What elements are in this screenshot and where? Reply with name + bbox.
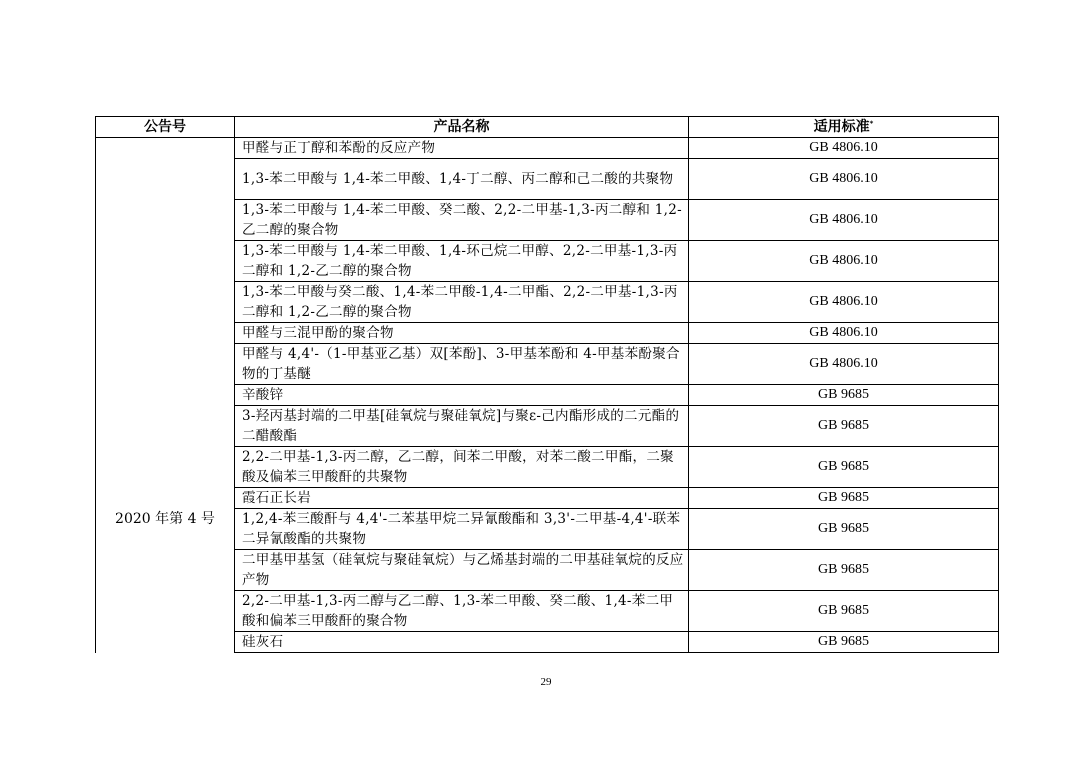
header-notice-no: 公告号 (96, 117, 235, 138)
product-name-cell: 1,2,4-苯三酸酐与 4,4'-二苯基甲烷二异氰酸酯和 3,3'-二甲基-4,4'-联苯二异氰酸酯的共聚物 (235, 509, 689, 550)
product-name-cell: 硅灰石 (235, 632, 689, 653)
standard-cell: GB 4806.10 (689, 241, 999, 282)
notice-cell-blank (96, 138, 235, 385)
standard-cell: GB 4806.10 (689, 282, 999, 323)
notice-cell: 2020 年第 4 号 (96, 385, 235, 653)
product-name-cell: 1,3-苯二甲酸与 1,4-苯二甲酸、癸二酸、2,2-二甲基-1,3-丙二醇和 1,2-乙二醇的聚合物 (235, 200, 689, 241)
standard-cell: GB 4806.10 (689, 323, 999, 344)
table-header-row (96, 117, 999, 138)
product-name-cell: 甲醛与 4,4'-（1-甲基亚乙基）双[苯酚]、3-甲基苯酚和 4-甲基苯酚聚合物的丁基醚 (235, 344, 689, 385)
page-number: 29 (540, 676, 552, 688)
standard-cell: GB 9685 (689, 591, 999, 632)
product-name-cell: 1,3-苯二甲酸与 1,4-苯二甲酸、1,4-丁二醇、丙二醇和己二酸的共聚物 (235, 159, 689, 200)
standards-table (95, 116, 999, 653)
table-row (96, 138, 999, 159)
standard-cell: GB 9685 (689, 447, 999, 488)
standard-cell: GB 9685 (689, 509, 999, 550)
standard-cell: GB 9685 (689, 488, 999, 509)
standard-cell: GB 9685 (689, 406, 999, 447)
standard-cell: GB 9685 (689, 385, 999, 406)
product-name-cell: 1,3-苯二甲酸与癸二酸、1,4-苯二甲酸-1,4-二甲酯、2,2-二甲基-1,3-丙二醇和 1,2-乙二醇的聚合物 (235, 282, 689, 323)
header-standard-label: 适用标准 (813, 119, 870, 135)
table-row (96, 385, 999, 406)
product-name-cell: 3-羟丙基封端的二甲基[硅氧烷与聚硅氧烷]与聚ε-己内酯形成的二元酯的二醋酸酯 (235, 406, 689, 447)
standard-cell: GB 9685 (689, 550, 999, 591)
standard-cell: GB 4806.10 (689, 344, 999, 385)
standard-cell: GB 4806.10 (689, 159, 999, 200)
header-product-name: 产品名称 (235, 117, 689, 138)
product-name-cell: 甲醛与正丁醇和苯酚的反应产物 (235, 138, 689, 159)
standard-cell: GB 9685 (689, 632, 999, 653)
product-name-cell: 2,2-二甲基-1,3-丙二醇与乙二醇、1,3-苯二甲酸、癸二酸、1,4-苯二甲酸和偏苯三甲酸酐的聚合物 (235, 591, 689, 632)
standard-cell: GB 4806.10 (689, 138, 999, 159)
header-standard-mark: * (869, 119, 874, 128)
product-name-cell: 霞石正长岩 (235, 488, 689, 509)
product-name-cell: 2,2-二甲基-1,3-丙二醇，乙二醇，间苯二甲酸，对苯二酸二甲酯，二聚酸及偏苯三甲酸酐的共聚物 (235, 447, 689, 488)
product-name-cell: 二甲基甲基氢（硅氧烷与聚硅氧烷）与乙烯基封端的二甲基硅氧烷的反应产物 (235, 550, 689, 591)
header-standard (689, 117, 999, 138)
product-name-cell: 甲醛与三混甲酚的聚合物 (235, 323, 689, 344)
product-name-cell: 辛酸锌 (235, 385, 689, 406)
product-name-cell: 1,3-苯二甲酸与 1,4-苯二甲酸、1,4-环己烷二甲醇、2,2-二甲基-1,3-丙二醇和 1,2-乙二醇的聚合物 (235, 241, 689, 282)
standard-cell: GB 4806.10 (689, 200, 999, 241)
